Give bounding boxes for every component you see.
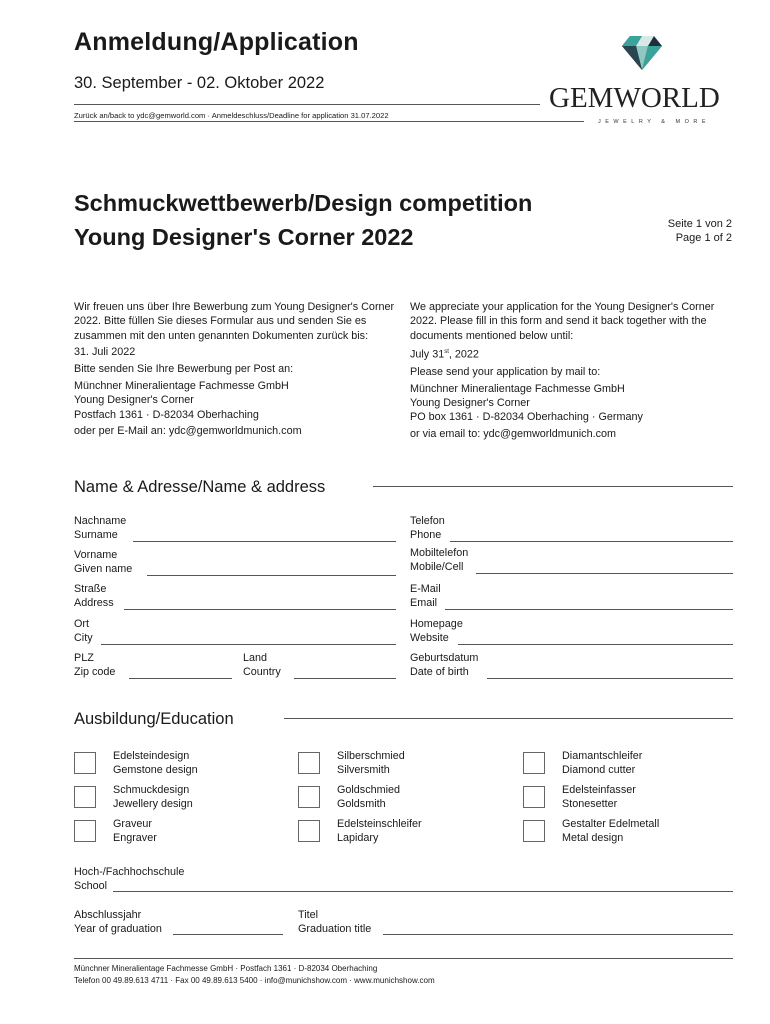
option-silversmith-label: Silberschmied Silversmith: [337, 750, 405, 776]
page-title: Anmeldung/Application: [74, 28, 359, 56]
deadline-rule: [74, 121, 584, 122]
checkbox-stonesetter[interactable]: [523, 786, 545, 808]
intro-de-address-2: Young Designer's Corner: [74, 394, 194, 407]
intro-de-address-1: Münchner Mineralientage Fachmesse GmbH: [74, 379, 289, 392]
option-stonesetter-label: Edelsteinfasser Stonesetter: [562, 784, 636, 810]
website-field[interactable]: [458, 644, 733, 645]
surname-field[interactable]: [133, 541, 396, 542]
street-label: Straße Address: [74, 583, 114, 609]
option-jewellery-design-label: Schmuckdesign Jewellery design: [113, 784, 193, 810]
checkbox-jewellery-design[interactable]: [74, 786, 96, 808]
school-label: Hoch-/Fachhochschule School: [74, 866, 185, 892]
option-metal-design-label: Gestalter Edelmetall Metal design: [562, 818, 660, 844]
intro-de-email: oder per E-Mail an: ydc@gemworldmunich.com: [74, 425, 302, 438]
checkbox-goldsmith[interactable]: [298, 786, 320, 808]
option-diamond-cutter-label: Diamantschleifer Diamond cutter: [562, 750, 643, 776]
intro-german: [74, 300, 396, 441]
education-section-rule: [284, 718, 733, 719]
mobile-label: Mobiltelefon Mobile/Cell: [410, 547, 469, 573]
intro-de-deadline: 31. Juli 2022: [74, 346, 136, 359]
option-goldsmith-label: Goldschmied Goldsmith: [337, 784, 401, 810]
country-label: Land Country: [243, 652, 281, 678]
zip-field[interactable]: [129, 678, 232, 679]
address-section-rule: [373, 486, 733, 487]
page-number-de: Seite 1 von 2: [667, 218, 732, 230]
option-gemstone-design-label: Edelsteindesign Gemstone design: [113, 750, 198, 776]
intro-en-address-3: PO box 1361 · D-82034 Oberhaching · Germany: [410, 411, 643, 424]
intro-de-text: Wir freuen uns über Ihre Bewerbung zum Young Designer's Corner 2022. Bitte füllen Sie dieses Formular aus und senden Sie es zusammen mit den unten genannten Dokumenten zurück bis:: [74, 301, 395, 342]
country-field[interactable]: [294, 678, 396, 679]
graduation-year-label: Abschlussjahr Year of graduation: [74, 909, 162, 935]
brand-tagline: JEWELRY & MORE: [598, 119, 711, 125]
brand-name: GEMWORLD: [549, 82, 720, 114]
footer-rule: [74, 958, 733, 959]
option-lapidary-label: Edelsteinschleifer Lapidary: [337, 818, 422, 844]
checkbox-gemstone-design[interactable]: [74, 752, 96, 774]
page-number-en: Page 1 of 2: [675, 232, 732, 244]
intro-en-deadline: July 31st, 2022: [410, 348, 479, 361]
competition-subtitle: Young Designer's Corner 2022: [74, 224, 414, 250]
checkbox-engraver[interactable]: [74, 820, 96, 842]
intro-de-address-3: Postfach 1361 · D-82034 Oberhaching: [74, 408, 259, 421]
header-rule: [74, 104, 540, 105]
city-field[interactable]: [101, 644, 396, 645]
graduation-title-label: Titel Graduation title: [298, 909, 372, 935]
city-label: Ort City: [74, 618, 93, 644]
intro-en-email: or via email to: ydc@gemworldmunich.com: [410, 427, 616, 440]
checkbox-metal-design[interactable]: [523, 820, 545, 842]
intro-en-address-1: Münchner Mineralientage Fachmesse GmbH: [410, 382, 625, 395]
deadline-note: Zurück an/back to ydc@gemworld.com · Anmeldeschluss/Deadline for application 31.07.2022: [74, 111, 389, 120]
graduation-title-field[interactable]: [383, 934, 733, 935]
option-engraver-label: Graveur Engraver: [113, 818, 157, 844]
given-name-label: Vorname Given name: [74, 549, 133, 575]
gem-logo-icon: [620, 34, 664, 72]
school-field[interactable]: [113, 891, 733, 892]
checkbox-silversmith[interactable]: [298, 752, 320, 774]
intro-en-mail-note: Please send your application by mail to:: [410, 365, 601, 378]
intro-en-address-2: Young Designer's Corner: [410, 396, 530, 409]
phone-field[interactable]: [450, 541, 733, 542]
email-field[interactable]: [445, 609, 733, 610]
street-field[interactable]: [124, 609, 396, 610]
surname-label: Nachname Surname: [74, 515, 127, 541]
address-section-heading: Name & Adresse/Name & address: [74, 478, 326, 496]
footer-address: Münchner Mineralientage Fachmesse GmbH · Postfach 1361 · D-82034 Oberhaching: [74, 964, 378, 973]
given-name-field[interactable]: [147, 575, 396, 576]
birthdate-field[interactable]: [487, 678, 733, 679]
checkbox-lapidary[interactable]: [298, 820, 320, 842]
birthdate-label: Geburtsdatum Date of birth: [410, 652, 479, 678]
intro-english: [410, 300, 732, 444]
footer-contact: Telefon 00 49.89.613 4711 · Fax 00 49.89.613 5400 · info@munichshow.com · www.munichshow.com: [74, 976, 435, 985]
website-label: Homepage Website: [410, 618, 463, 644]
intro-en-text: We appreciate your application for the Young Designer's Corner 2022. Please fill in this form and send it back together with the documents mentioned below until:: [410, 301, 715, 342]
competition-title: Schmuckwettbewerb/Design competition: [74, 190, 533, 216]
event-dates: 30. September - 02. Oktober 2022: [74, 74, 325, 92]
phone-label: Telefon Phone: [410, 515, 445, 541]
intro-de-mail-note: Bitte senden Sie Ihre Bewerbung per Post an:: [74, 363, 294, 376]
education-section-heading: Ausbildung/Education: [74, 710, 234, 728]
mobile-field[interactable]: [476, 573, 733, 574]
checkbox-diamond-cutter[interactable]: [523, 752, 545, 774]
graduation-year-field[interactable]: [173, 934, 283, 935]
email-label: E-Mail Email: [410, 583, 441, 609]
zip-label: PLZ Zip code: [74, 652, 116, 678]
